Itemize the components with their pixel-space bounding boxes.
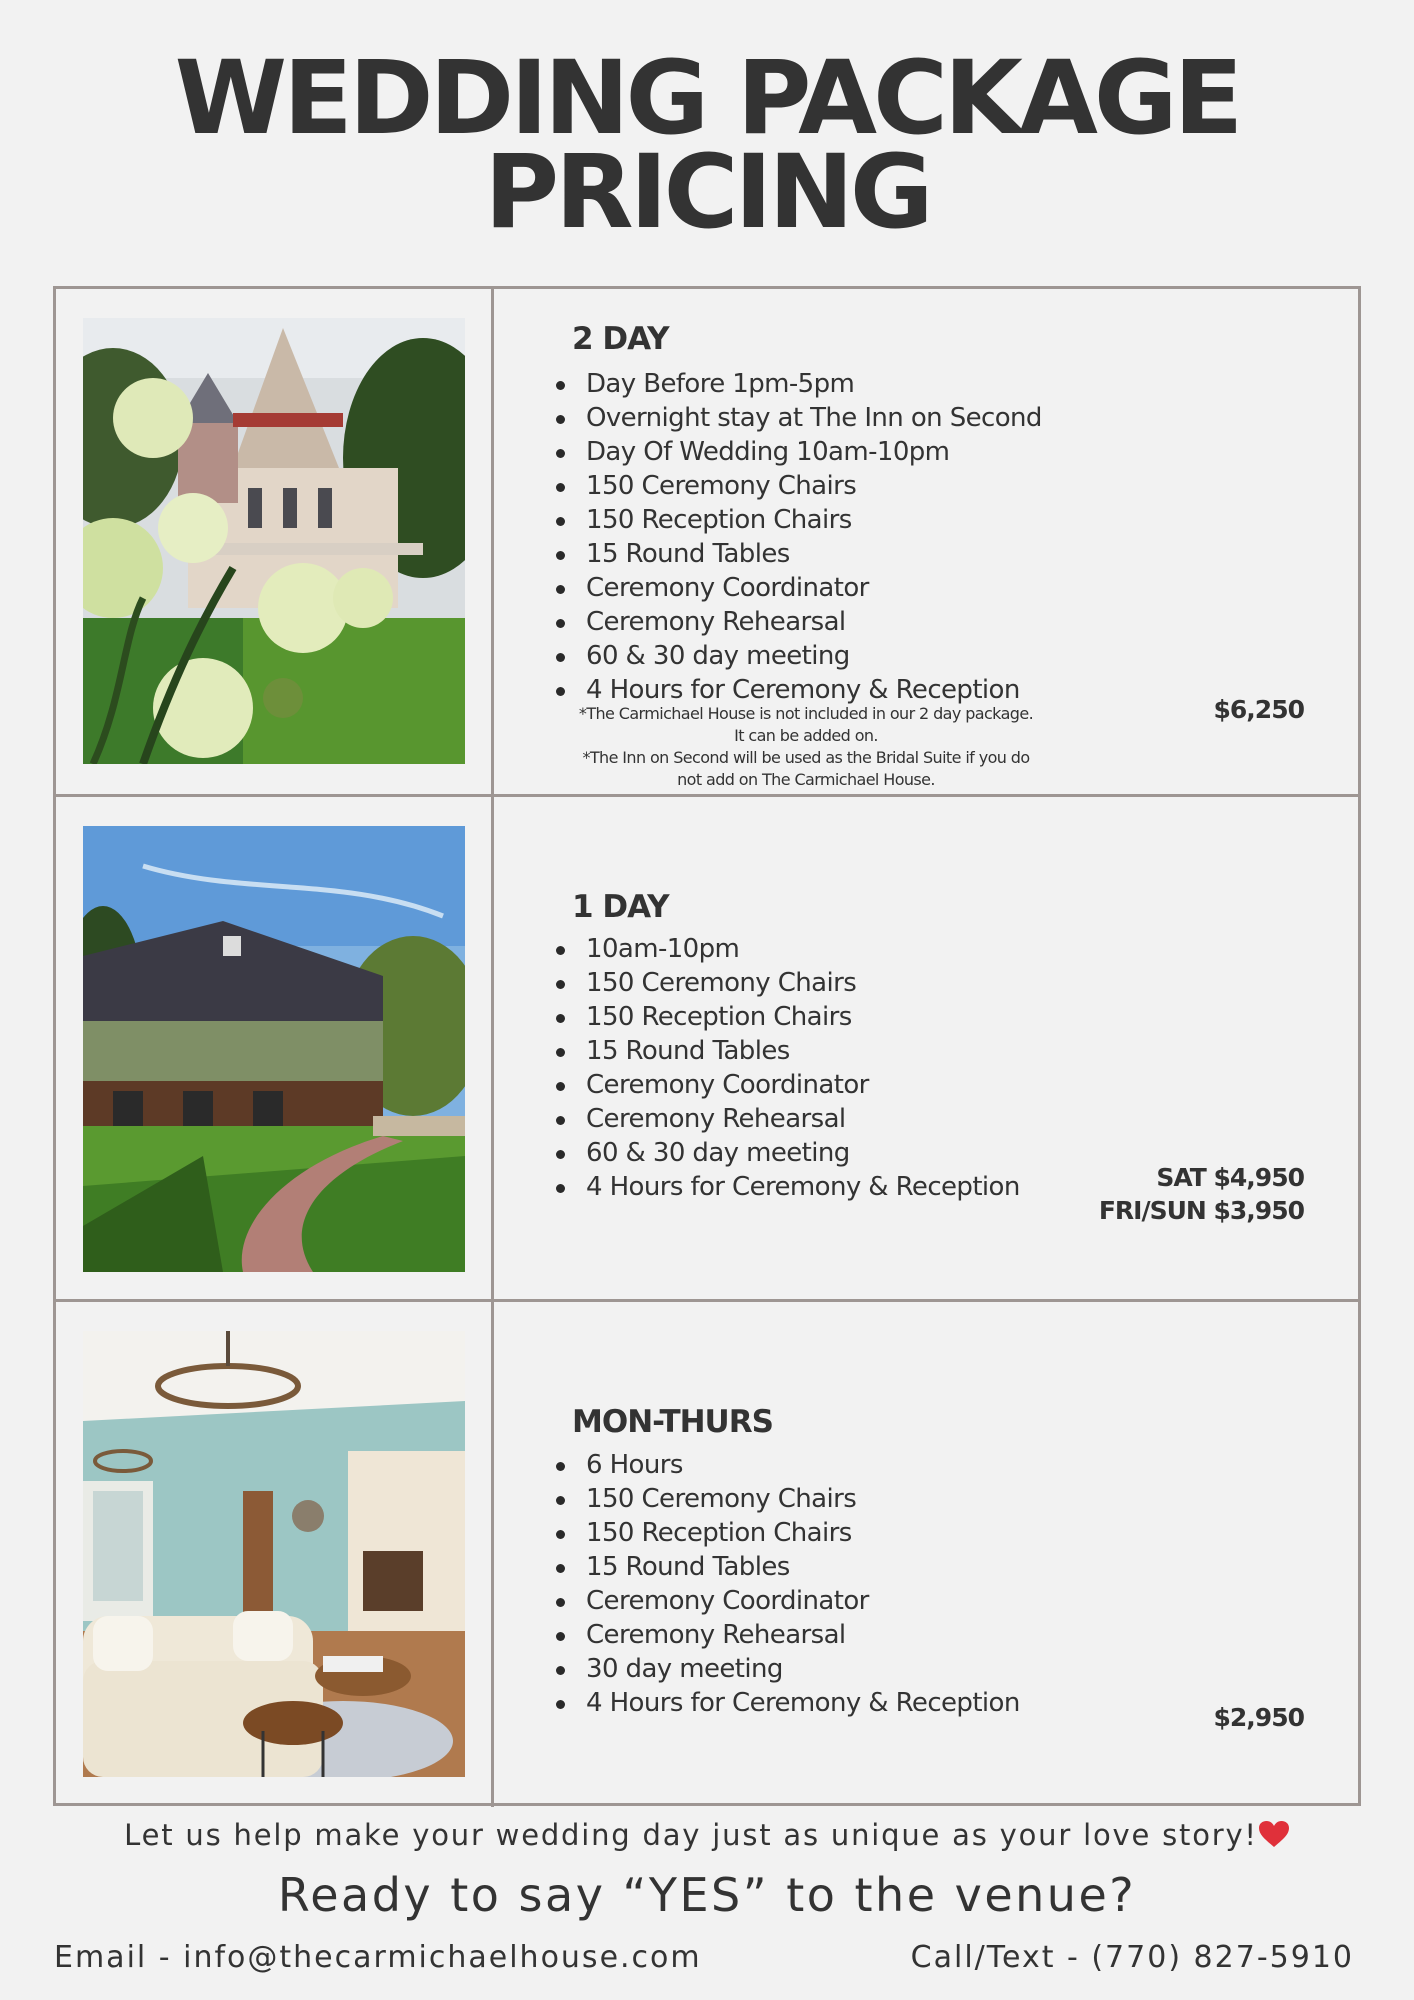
note-line: It can be added on. (734, 726, 878, 745)
list-item (554, 1652, 1020, 1686)
list-item (554, 1034, 1020, 1068)
list-item (554, 469, 1042, 503)
list-item (554, 1618, 1020, 1652)
phone-contact[interactable]: Call/Text - (770) 827-5910 (910, 1940, 1354, 1975)
feature-text: 60 & 30 day meeting (586, 641, 850, 671)
feature-text: 150 Reception Chairs (586, 505, 852, 535)
list-item (554, 1000, 1020, 1034)
bullet-icon (556, 1150, 565, 1159)
package-price (1214, 693, 1304, 726)
price-line: $2,950 (1213, 1703, 1304, 1732)
feature-text: 10am-10pm (586, 934, 740, 964)
package-price (1214, 1701, 1304, 1734)
bullet-icon (556, 415, 565, 424)
list-item (554, 537, 1042, 571)
bullet-icon (556, 1496, 565, 1505)
title-line-1: WEDDING PACKAGE (174, 39, 1240, 158)
tagline (0, 1818, 1414, 1852)
list-item (554, 1482, 1020, 1516)
package-row-mon-thurs (56, 1299, 1358, 1807)
bullet-icon (556, 653, 565, 662)
list-item (554, 605, 1042, 639)
note-line: not add on The Carmichael House. (677, 770, 935, 789)
bullet-icon (556, 381, 565, 390)
package-notes (546, 703, 1066, 791)
list-item (554, 1102, 1020, 1136)
bullet-icon (556, 585, 565, 594)
bullet-icon (556, 1598, 565, 1607)
package-features (554, 367, 1042, 707)
list-item (554, 1516, 1020, 1550)
bullet-icon (556, 1700, 565, 1709)
list-item (554, 435, 1042, 469)
package-title: 2 DAY (572, 321, 669, 357)
bullet-icon (556, 980, 565, 989)
photo-cell (56, 1302, 494, 1807)
price-line: SAT $4,950 (1156, 1163, 1304, 1192)
feature-text: 150 Reception Chairs (586, 1002, 852, 1032)
email-contact[interactable]: Email - info@thecarmichaelhouse.com (54, 1940, 702, 1975)
list-item (554, 1068, 1020, 1102)
package-row-2-day (56, 289, 1358, 794)
page-title (0, 39, 1414, 252)
price-line: FRI/SUN $3,950 (1098, 1196, 1304, 1225)
list-item (554, 1686, 1020, 1720)
feature-text: Ceremony Rehearsal (586, 607, 846, 637)
feature-text: 4 Hours for Ceremony & Reception (586, 675, 1020, 705)
list-item (554, 503, 1042, 537)
bullet-icon (556, 687, 565, 696)
pricing-table (53, 286, 1361, 1806)
feature-text: 6 Hours (586, 1450, 683, 1480)
bullet-icon (556, 1632, 565, 1641)
list-item (554, 1550, 1020, 1584)
list-item (554, 1448, 1020, 1482)
feature-text: 15 Round Tables (586, 1036, 790, 1066)
bullet-icon (556, 619, 565, 628)
heart-icon (1258, 1820, 1290, 1848)
feature-text: Ceremony Rehearsal (586, 1104, 846, 1134)
barn-venue-photo (83, 826, 465, 1272)
list-item (554, 1584, 1020, 1618)
feature-text: 150 Ceremony Chairs (586, 1484, 857, 1514)
package-features (554, 1448, 1020, 1720)
list-item (554, 367, 1042, 401)
bullet-icon (556, 1184, 565, 1193)
victorian-house-photo (83, 318, 465, 764)
list-item (554, 639, 1042, 673)
feature-text: 15 Round Tables (586, 1552, 790, 1582)
package-features (554, 932, 1020, 1204)
bullet-icon (556, 1530, 565, 1539)
feature-text: Ceremony Coordinator (586, 1070, 869, 1100)
bullet-icon (556, 551, 565, 560)
list-item (554, 932, 1020, 966)
list-item (554, 1170, 1020, 1204)
list-item (554, 966, 1020, 1000)
title-line-2: PRICING (484, 133, 930, 252)
feature-text: Overnight stay at The Inn on Second (586, 403, 1042, 433)
bullet-icon (556, 449, 565, 458)
feature-text: 30 day meeting (586, 1654, 783, 1684)
tagline-text: Let us help make your wedding day just as unique as your love story! (124, 1818, 1258, 1852)
bullet-icon (556, 1082, 565, 1091)
feature-text: Day Before 1pm-5pm (586, 369, 855, 399)
list-item (554, 571, 1042, 605)
photo-cell (56, 797, 494, 1302)
feature-text: Ceremony Rehearsal (586, 1620, 846, 1650)
bullet-icon (556, 517, 565, 526)
bullet-icon (556, 483, 565, 492)
package-price (1099, 1161, 1304, 1227)
bullet-icon (556, 1666, 565, 1675)
living-room-photo (83, 1331, 465, 1777)
price-line: $6,250 (1213, 695, 1304, 724)
bullet-icon (556, 1048, 565, 1057)
feature-text: Ceremony Coordinator (586, 573, 869, 603)
bullet-icon (556, 1014, 565, 1023)
note-line: *The Carmichael House is not included in our 2 day package. (578, 704, 1034, 723)
list-item (554, 401, 1042, 435)
call-to-action: Ready to say “YES” to the venue? (277, 1868, 1137, 1922)
note-line: *The Inn on Second will be used as the Bridal Suite if you do (582, 748, 1030, 767)
feature-text: 4 Hours for Ceremony & Reception (586, 1688, 1020, 1718)
package-row-1-day (56, 794, 1358, 1302)
feature-text: Ceremony Coordinator (586, 1586, 869, 1616)
feature-text: 150 Reception Chairs (586, 1518, 852, 1548)
bullet-icon (556, 1116, 565, 1125)
bullet-icon (556, 1564, 565, 1573)
bullet-icon (556, 1462, 565, 1471)
feature-text: 150 Ceremony Chairs (586, 471, 857, 501)
bullet-icon (556, 946, 565, 955)
package-title: MON-THURS (572, 1404, 773, 1440)
photo-cell (56, 289, 494, 794)
list-item (554, 673, 1042, 707)
feature-text: 4 Hours for Ceremony & Reception (586, 1172, 1020, 1202)
feature-text: Day Of Wedding 10am-10pm (586, 437, 950, 467)
feature-text: 150 Ceremony Chairs (586, 968, 857, 998)
list-item (554, 1136, 1020, 1170)
package-title: 1 DAY (572, 889, 669, 925)
feature-text: 15 Round Tables (586, 539, 790, 569)
feature-text: 60 & 30 day meeting (586, 1138, 850, 1168)
